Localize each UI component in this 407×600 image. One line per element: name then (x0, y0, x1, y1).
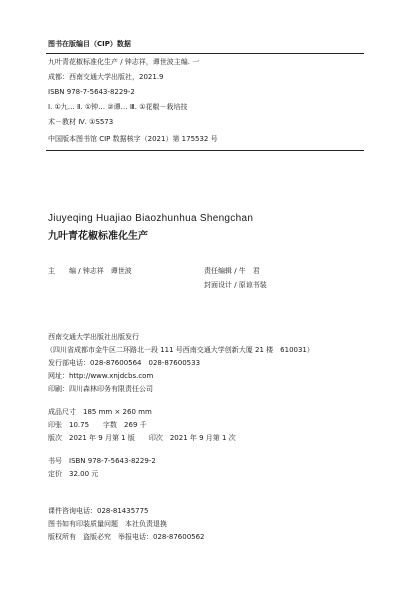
cip-header: 图书在版编目（CIP）数据 (48, 40, 131, 48)
pinyin-title: Jiuyeqing Huajiao Biaozhunhua Shengchan (48, 213, 254, 224)
cip-line-3: ISBN 978-7-5643-8229-2 (48, 88, 135, 96)
cip-line-6: 中国版本图书馆 CIP 数据核字（2021）第 175532 号 (48, 135, 218, 143)
cover-design-credit: 封面设计 / 原谅书装 (204, 281, 267, 289)
cip-line-2: 成都：西南交通大学出版社，2021.9 (48, 73, 164, 81)
publisher-address: （四川省成都市金牛区二环路北一段 111 号西南交通大学创新大厦 21 楼 610031） (46, 346, 314, 354)
cip-top-rule (46, 53, 364, 54)
rights-notice: 版权所有 盗版必究 举报电话：028-87600562 (48, 533, 205, 541)
editors-credit: 主 编 / 钟志祥 谭世波 (48, 267, 132, 275)
spec-size: 成品尺寸 185 mm × 260 mm (48, 408, 152, 416)
publisher-line: 西南交通大学出版社出版发行 (48, 333, 139, 341)
cip-bottom-rule (46, 150, 364, 151)
editor-in-charge-credit: 责任编辑 / 牛 君 (204, 267, 260, 275)
spec-edition: 版次 2021 年 9 月第 1 版 印次 2021 年 9 月第 1 次 (48, 434, 236, 442)
quality-notice: 图书如有印装质量问题 本社负责退换 (48, 520, 167, 528)
book-title: 九叶青花椒标准化生产 (48, 231, 148, 242)
cip-line-4: Ⅰ. ①九… Ⅱ. ①钟… ②谭… Ⅲ. ①花椒－栽培技 (48, 103, 188, 111)
courseware-phone: 课件咨询电话：028-81435775 (48, 507, 149, 515)
printer-line: 印刷：四川森林印务有限责任公司 (48, 385, 153, 393)
publisher-website: 网址：http://www.xnjdcbs.com (48, 372, 154, 380)
cip-line-5: 术－教材 Ⅳ. ①S573 (48, 118, 114, 126)
price-line: 定价 32.00 元 (48, 470, 99, 478)
isbn-line: 书号 ISBN 978-7-5643-8229-2 (48, 457, 156, 465)
publisher-phone: 发行部电话：028-87600564 028-87600533 (48, 359, 201, 367)
cip-line-1: 九叶青花椒标准化生产 / 钟志祥，谭世波主编. 一 (48, 58, 200, 66)
spec-sheets: 印张 10.75 字数 269 千 (48, 421, 147, 429)
